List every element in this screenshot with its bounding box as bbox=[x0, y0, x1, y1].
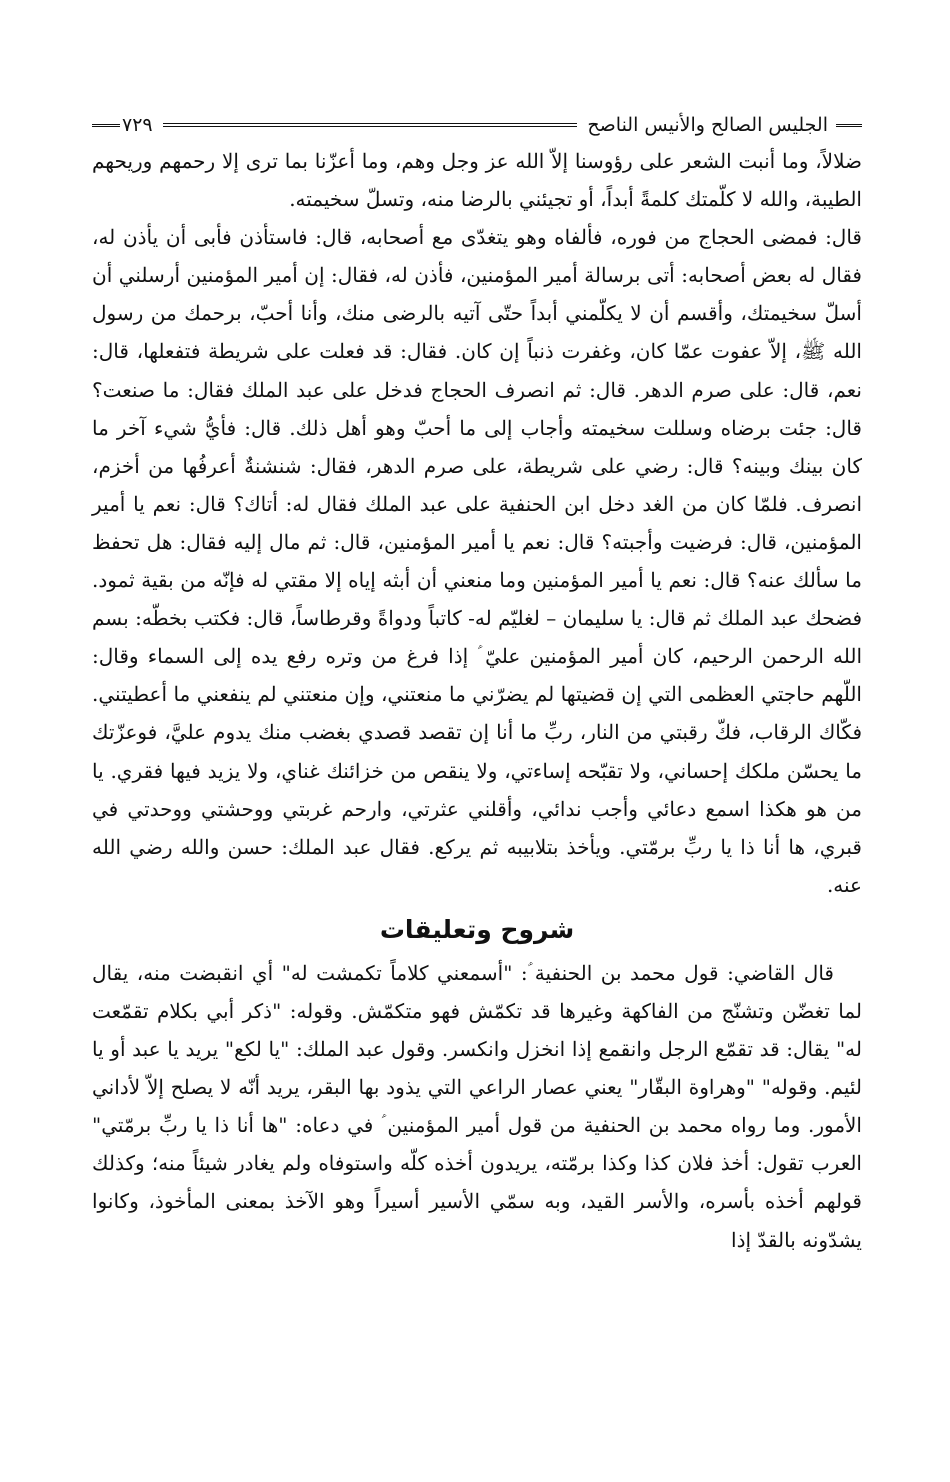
header-dash-ornament bbox=[836, 124, 862, 127]
book-page bbox=[92, 108, 862, 1259]
page-number-rule bbox=[92, 124, 120, 127]
page-number: ٧٢٩ bbox=[122, 114, 153, 136]
main-text bbox=[92, 142, 862, 1259]
section-heading: شروح وتعليقات bbox=[379, 914, 575, 944]
running-title: الجليس الصالح والأنيس الناصح bbox=[587, 114, 828, 136]
body-paragraph: ضلالاً، وما أنبت الشعر على رؤوسنا إلاّ الله عز وجل وهم، وما أعزّنا بما ترى إلا رحمهم وريحهم الطيبة، والله لا كلّمتك كلمةً أبداً، أو تجيئني بالرضا منه، وتسلّ سخيمته. bbox=[92, 149, 862, 212]
body-paragraph: قال: فمضى الحجاج من فوره، فألفاه وهو يتغدّى مع أصحابه، قال: فاستأذن فأبى أن يأذن له، فقال له بعض أصحابه: أتى برسالة أمير المؤمنين، فأذن له، فقال: إن أمير المؤمنين أرسلني أن أسلّ سخيمتك، وأقسم أن لا يكلّمني أبداً حتّى آتيه بالرضى منك، وأنا أحبّ، برحمك من رسول الله ﷺ، إلاّ عفوت عمّا كان، وغفرت ذنباً إن كان. فقال: قد فعلت على شريطة فتفعلها، قال: نعم، قال: على صرم الدهر. قال: ثم انصرف الحجاج فدخل على عبد الملك فقال: ما صنعت؟ قال: جئت برضاه وسللت سخيمته وأجاب إلى ما أحبّ وهو أهل ذلك. قال: فأيُّ شيء آخر ما كان بينك وبينه؟ قال: رضي على شريطة، على صرم الدهر، فقال: شنشنةٌ أعرفُها من أخزم، انصرف. فلمّا كان من الغد دخل ابن الحنفية على عبد الملك فقال له: أتاك؟ قال: نعم يا أمير المؤمنين، قال: فرضيت وأجبته؟ قال: نعم يا أمير المؤمنين، قال: ثم مال إليه فقال: هل تحفظ ما سألك عنه؟ قال: نعم يا أمير المؤمنين وما منعني أن أبثه إياه إلا مقتي له فإنّه من بقية ثمود. فضحك عبد الملك ثم قال: يا سليمان – لغليّم له- كاتباً ودواةً وقرطاساً، قال: فكتب بخطّه: بسم الله الرحمن الرحيم، كان أمير المؤمنين عليّ ؑ إذا فرغ من وتره رفع يده إلى السماء وقال: اللّهم حاجتي العظمى التي إن قضيتها لم يضرّني ما منعتني، وإن منعتني لم ينفعني ما أعطيتني. فكّاك الرقاب، فكّ رقبتي من النار، ربِّ ما أنا إن تقصد قصدي بغضب منك يدوم عليَّ، فوعزّتك ما يحسّن ملكك إحساني، ولا تقبّحه إساءتي، ولا ينقص من خزائنك غناي، ولا يزيد فيها فقري. يا من هو هكذا اسمع دعائي وأجب ندائي، وأقلني عثرتي، وارحم غربتي ووحشتي ووحدتي في قبري، ها أنا ذا يا ربِّ برمّتي. ويأخذ بتلابيبه ثم يركع. فقال عبد الملك: حسن والله رضي الله عنه. bbox=[92, 225, 862, 897]
commentary-paragraph: قال القاضي: قول محمد بن الحنفية ؑ: "أسمعني كلاماً تكمشت له" أي انقبضت منه، يقال لما تغضّن وتشنّج من الفاكهة وغيرها قد تكمّش فهو متكمّش. وقوله: "ذكر أبي بكلام تقمّعت له" يقال: قد تقمّع الرجل وانقمع إذا انخزل وانكسر. وقول عبد الملك: "يا لكع" يريد يا عبد أو يا لئيم. وقوله" "وهراوة البقّار" يعني عصار الراعي التي يذود بها البقر، يريد أنّه لا يصلح إلاّ لأداني الأمور. وما رواه محمد بن الحنفية من قول أمير المؤمنين ؑ في دعاه: "ها أنا ذا يا ربِّ برمّتي" العرب تقول: أخذ فلان كذا وكذا برمّته، يريدون أخذه كلّه واستوفاه ولم يغادر شيئاً منه؛ وكذلك قولهم أخذه بأسره، والأسر القيد، وبه سمّي الأسير أسيراً وهو الآخذ بمعنى المأخوذ، وكانوا يشدّونه بالقدّ إذا bbox=[92, 960, 862, 1252]
running-header bbox=[92, 108, 862, 142]
header-rule bbox=[163, 123, 578, 127]
